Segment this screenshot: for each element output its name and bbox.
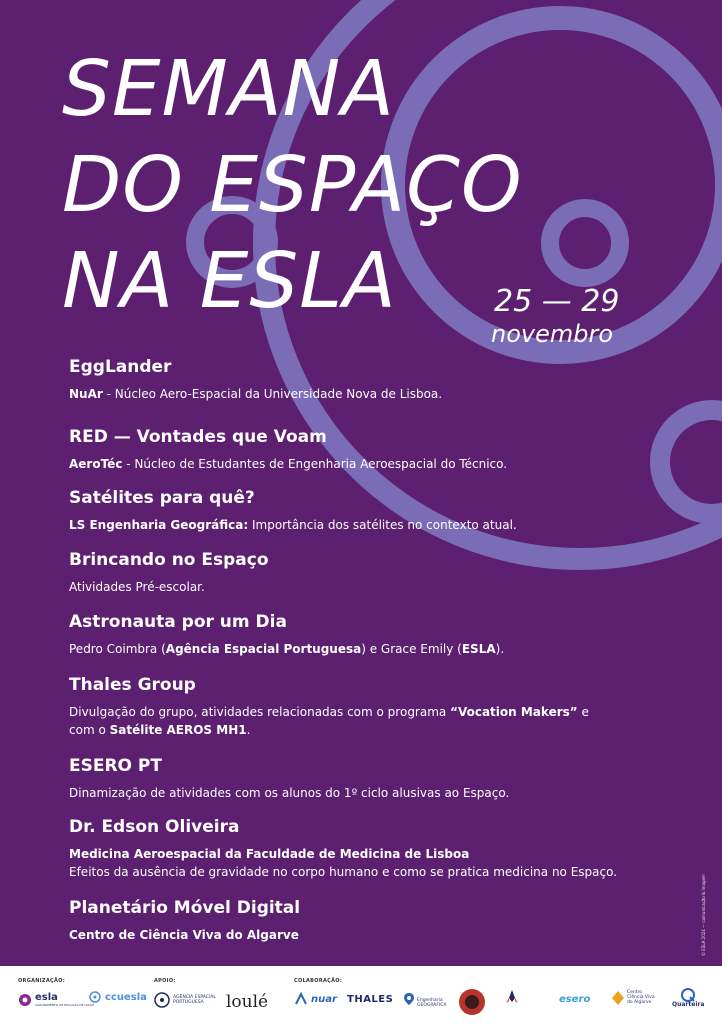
event-description [69,578,269,596]
esla-logo: esla AGRUPAMENTO DE ESCOLAS DE LOULÉ [18,992,94,1008]
event-description [69,784,509,802]
poster-title [62,42,523,330]
event-text: Efeitos da ausência de gravidade no corpo humano e como se pratica medicina no Espaço. [69,865,618,879]
event-title: RED — Vontades que Voam [69,427,327,447]
event-description [69,926,300,944]
location-pin-icon [404,993,414,1005]
event-highlight-text: “Vocation Makers” [450,705,578,719]
event-highlight-text: Centro de Ciência Viva do Algarve [69,928,299,942]
event-item [69,897,300,944]
date-month: novembro [491,320,614,348]
copyright-note: © ESLA 2024 — comunicação & imagem [701,874,706,956]
event-highlight-text: Agência Espacial Portuguesa [165,642,362,656]
date-range: 25 — 29 [494,284,620,319]
small-orbit-ring-right [660,410,722,514]
esla-mark-icon [18,993,32,1007]
event-text: Importância dos satélites no contexto atual. [248,518,517,532]
event-item [69,611,504,658]
rocket-logo [505,990,548,1006]
esero-logo: esero [559,994,591,1005]
event-title: Astronauta por um Dia [69,612,287,632]
sponsors-footer [0,966,722,1024]
event-description [69,703,589,721]
event-item [69,816,617,881]
event-description [69,863,617,881]
nuar-logo: nuar [294,992,337,1006]
event-text: Divulgação do grupo, atividades relacionadas com o programa [69,705,451,719]
event-highlight-text: Medicina Aeroespacial da Faculdade de Medicina de Lisboa [69,847,470,861]
ciencia-viva-mark-icon [612,991,624,1005]
pt-space-logo: AGÊNCIA ESPACIAL PORTUGUESA [154,992,221,1008]
event-text: ) e Grace Emily ( [361,642,462,656]
event-item [69,356,442,403]
event-text: Pedro Coimbra ( [69,642,166,656]
event-title: Dr. Edson Oliveira [69,817,240,837]
small-orbit-ring-center [550,208,620,278]
pt-space-mark-icon [154,992,170,1008]
event-text: ). [495,642,505,656]
event-text: Atividades Pré-escolar. [69,580,205,594]
event-text: e [577,705,589,719]
rocket-icon [505,990,519,1006]
event-highlight-text: NuAr [69,387,103,401]
event-text: Dinamização de atividades com os alunos do 1º ciclo alusivas ao Espaço. [69,786,510,800]
event-title: Brincando no Espaço [69,550,269,570]
event-dates [491,284,620,348]
ccuesla-logo: ccuesla [88,990,147,1004]
event-highlight-text: AeroTéc [69,457,123,471]
event-item [69,426,507,473]
event-description [69,385,442,403]
event-text: com o [69,723,110,737]
event-item [69,549,269,596]
loule-logo: loulé [226,992,269,1012]
quarteira-logo: Quarteira [672,988,704,1007]
event-description [69,721,589,739]
event-title: Satélites para quê? [69,488,255,508]
apoio-label: APOIO: [154,978,176,984]
event-item [69,755,509,802]
colaboracao-label: COLABORAÇÃO: [294,978,343,984]
event-item [69,487,517,534]
event-description [69,640,504,658]
organizacao-label: ORGANIZAÇÃO: [18,978,66,984]
title-line-2: DO ESPAÇO [62,141,523,230]
event-description [69,845,617,863]
event-highlight-text: LS Engenharia Geográfica: [69,518,249,532]
title-line-3: NA ESLA [62,237,397,326]
aerotec-badge-icon [458,988,486,1016]
event-highlight-text: ESLA [461,642,496,656]
eng-geografica-logo: Engenharia GEOGRÁFICA [404,990,453,1008]
quarteira-mark-icon [681,988,695,1002]
event-title: Thales Group [69,675,196,695]
event-description [69,516,517,534]
event-title: ESERO PT [69,756,162,776]
title-line-1: SEMANA [62,45,395,134]
event-text: - Núcleo de Estudantes de Engenharia Aeroespacial do Técnico. [122,457,508,471]
event-highlight-text: Satélite AEROS MH1 [109,723,247,737]
aerotec-logo [458,988,486,1016]
event-title: EggLander [69,357,172,377]
ccuesla-mark-icon [88,990,102,1004]
event-title: Planetário Móvel Digital [69,898,301,918]
ciencia-viva-logo: Centro Ciência Viva do Algarve [612,990,659,1005]
event-description [69,455,507,473]
nuar-mark-icon [294,992,308,1006]
event-text: - Núcleo Aero-Espacial da Universidade Nova de Lisboa. [102,387,443,401]
event-text: . [246,723,251,737]
event-item [69,674,589,739]
thales-logo: THALES [347,994,394,1005]
